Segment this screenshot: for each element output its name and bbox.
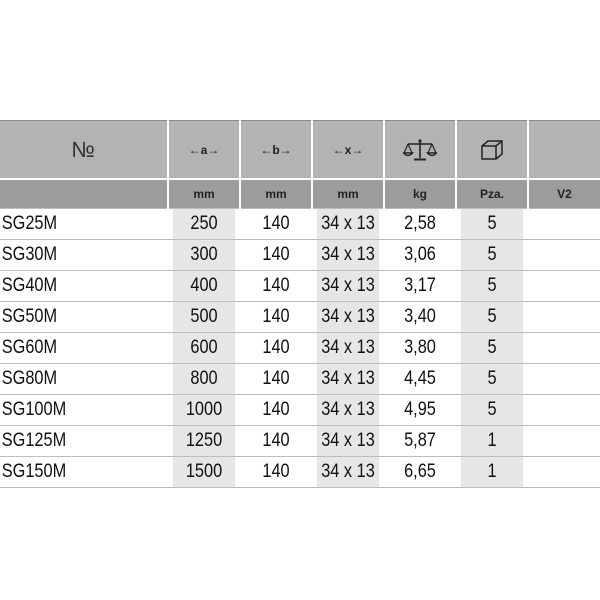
table-body (0, 209, 600, 488)
cell-v2 (533, 271, 595, 302)
cell-model: SG125M (0, 426, 144, 457)
cell-x: 34 x 13 (317, 333, 379, 364)
cell-pieces: 5 (461, 209, 523, 240)
unit-v2: V2 (528, 179, 600, 209)
header-a (168, 121, 240, 180)
header-weight (384, 121, 456, 180)
header-row (0, 121, 600, 180)
table-row (0, 457, 600, 488)
cell-a: 500 (173, 302, 235, 333)
cell-weight: 3,17 (389, 271, 451, 302)
cell-x: 34 x 13 (317, 457, 379, 488)
cell-a: 800 (173, 364, 235, 395)
cell-weight: 4,95 (389, 395, 451, 426)
cell-b: 140 (245, 333, 307, 364)
cell-b: 140 (245, 302, 307, 333)
dimension-x-label: ←x→ (332, 142, 364, 157)
units-row (0, 179, 600, 209)
header-b (240, 121, 312, 180)
cell-x: 34 x 13 (317, 426, 379, 457)
unit-pieces: Pza. (456, 179, 528, 209)
cell-v2 (533, 457, 595, 488)
table-row (0, 395, 600, 426)
cell-a: 300 (173, 240, 235, 271)
cell-model: SG50M (0, 302, 144, 333)
cell-pieces: 5 (461, 271, 523, 302)
model-column-label: № (71, 136, 96, 162)
cell-weight: 4,45 (389, 364, 451, 395)
cell-weight: 3,80 (389, 333, 451, 364)
dimension-a-label: ←a→ (188, 142, 220, 157)
product-spec-table (0, 120, 600, 488)
table-row (0, 364, 600, 395)
cell-pieces: 5 (461, 240, 523, 271)
cell-x: 34 x 13 (317, 364, 379, 395)
cell-b: 140 (245, 457, 307, 488)
cell-weight: 3,40 (389, 302, 451, 333)
cell-x: 34 x 13 (317, 209, 379, 240)
unit-model (0, 179, 168, 209)
cell-weight: 2,58 (389, 209, 451, 240)
unit-weight: kg (384, 179, 456, 209)
cell-x: 34 x 13 (317, 240, 379, 271)
cell-weight: 5,87 (389, 426, 451, 457)
cell-model: SG30M (0, 240, 144, 271)
dimension-b-label: ←b→ (260, 142, 292, 157)
cell-weight: 6,65 (389, 457, 451, 488)
cell-v2 (533, 426, 595, 457)
cell-a: 250 (173, 209, 235, 240)
header-v2 (528, 121, 600, 180)
cell-v2 (533, 395, 595, 426)
cell-b: 140 (245, 395, 307, 426)
header-x (312, 121, 384, 180)
cell-v2 (533, 240, 595, 271)
header-model (0, 121, 168, 180)
cell-model: SG100M (0, 395, 144, 426)
table-row (0, 302, 600, 333)
cell-pieces: 5 (461, 333, 523, 364)
cell-b: 140 (245, 209, 307, 240)
cell-x: 34 x 13 (317, 395, 379, 426)
cell-pieces: 5 (461, 302, 523, 333)
cell-b: 140 (245, 364, 307, 395)
table-row (0, 240, 600, 271)
table-row (0, 209, 600, 240)
unit-a: mm (168, 179, 240, 209)
cell-x: 34 x 13 (317, 271, 379, 302)
cell-weight: 3,06 (389, 240, 451, 271)
cell-pieces: 1 (461, 426, 523, 457)
cell-v2 (533, 364, 595, 395)
unit-b: mm (240, 179, 312, 209)
cell-pieces: 1 (461, 457, 523, 488)
unit-x: mm (312, 179, 384, 209)
cell-v2 (533, 209, 595, 240)
cell-a: 1500 (173, 457, 235, 488)
cell-a: 1000 (173, 395, 235, 426)
cell-model: SG150M (0, 457, 144, 488)
header-pieces (456, 121, 528, 180)
cell-b: 140 (245, 426, 307, 457)
cell-model: SG80M (0, 364, 144, 395)
arrow-left-icon: ← (188, 142, 201, 157)
cell-model: SG60M (0, 333, 144, 364)
arrow-right-icon: → (207, 142, 220, 157)
table-row (0, 333, 600, 364)
cell-v2 (533, 302, 595, 333)
box-icon (480, 141, 504, 158)
cell-x: 34 x 13 (317, 302, 379, 333)
cell-v2 (533, 333, 595, 364)
cell-pieces: 5 (461, 364, 523, 395)
scale-icon (403, 141, 437, 158)
cell-a: 400 (173, 271, 235, 302)
arrow-left-icon: ← (332, 142, 345, 157)
cell-model: SG40M (0, 271, 144, 302)
arrow-right-icon: → (351, 142, 364, 157)
cell-model: SG25M (0, 209, 144, 240)
cell-a: 600 (173, 333, 235, 364)
cell-a: 1250 (173, 426, 235, 457)
arrow-right-icon: → (279, 142, 292, 157)
cell-b: 140 (245, 271, 307, 302)
arrow-left-icon: ← (260, 142, 273, 157)
table-row (0, 271, 600, 302)
cell-pieces: 5 (461, 395, 523, 426)
table-row (0, 426, 600, 457)
cell-b: 140 (245, 240, 307, 271)
